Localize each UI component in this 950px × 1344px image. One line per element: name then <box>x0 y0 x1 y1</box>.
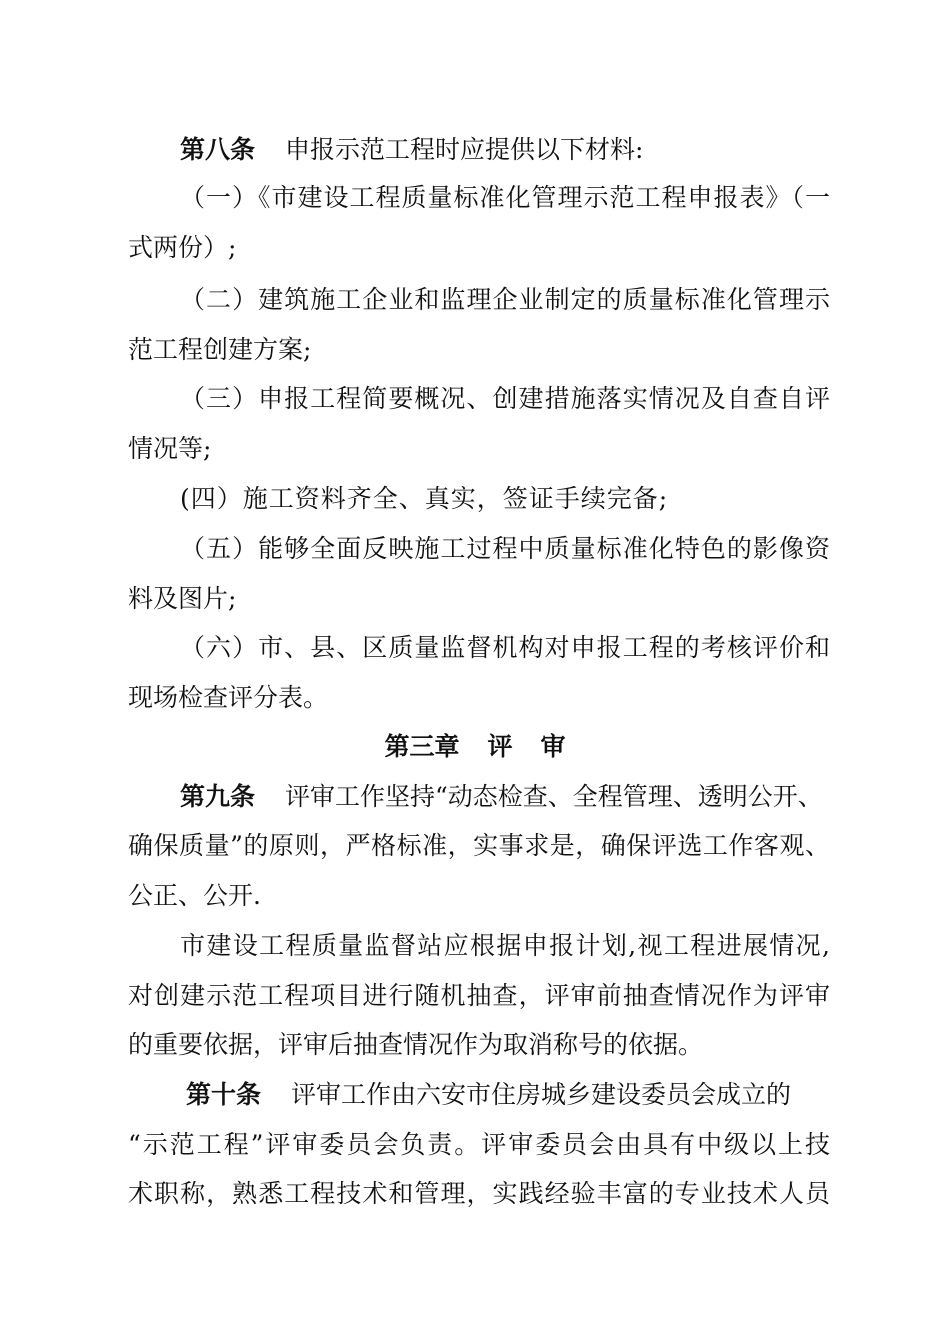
item-5-line-2: 料及图片; <box>128 584 237 613</box>
item-2-line-1: （二）建筑施工企业和监理企业制定的质量标准化管理示 <box>180 285 830 314</box>
article-10-line-1 <box>186 1079 830 1111</box>
article-9-line-1 <box>180 781 830 813</box>
chapter-3-word-2: 审 <box>540 732 566 761</box>
item-6-line-1: （六）市、县、区质量监督机构对申报工程的考核评价和 <box>180 633 830 662</box>
item-1-line-1: （一）《市建设工程质量标准化管理示范工程申报表》（一 <box>180 183 830 212</box>
chapter-3-word-1: 评 <box>487 732 513 761</box>
item-4-line-1: (四）施工资料齐全、真实，签证手续完备; <box>180 484 669 513</box>
article-8-label: 第八条 <box>180 135 256 164</box>
article-9-line-2: 确保质量”的原则，严格标准，实事求是，确保评选工作客观、 <box>128 831 830 860</box>
item-2-line-2: 范工程创建方案; <box>128 335 312 364</box>
article-10-line-3: 术职称，熟悉工程技术和管理，实践经验丰富的专业技术人员 <box>128 1179 830 1208</box>
article-9-text-1: 评审工作坚持“动态检查、全程管理、透明公开、 <box>285 782 823 811</box>
item-5-line-1: （五）能够全面反映施工过程中质量标准化特色的影像资 <box>180 534 830 563</box>
chapter-3-title <box>0 731 950 763</box>
check-para-line-1: 市建设工程质量监督站应根据申报计划,视工程进展情况, <box>180 931 830 960</box>
article-10-text-1: 评审工作由六安市住房城乡建设委员会成立的 <box>291 1080 792 1109</box>
article-9-label: 第九条 <box>180 782 256 811</box>
item-3-line-2: 情况等; <box>128 434 212 463</box>
item-6-line-2: 现场检查评分表。 <box>128 683 329 712</box>
chapter-3-number: 第三章 <box>384 732 460 761</box>
check-para-line-2: 对创建示范工程项目进行随机抽查，评审前抽查情况作为评审 <box>128 981 830 1010</box>
article-10-label: 第十条 <box>186 1080 262 1109</box>
article-8-intro: 申报示范工程时应提供以下材料: <box>285 135 644 164</box>
check-para-line-3: 的重要依据，评审后抽查情况作为取消称号的依据。 <box>128 1030 704 1059</box>
article-8-heading <box>180 134 643 166</box>
item-3-line-1: （三）申报工程简要概况、创建措施落实情况及自查自评 <box>180 384 830 413</box>
article-9-line-3: 公正、公开. <box>128 881 261 910</box>
item-1-line-2: 式两份）; <box>128 233 237 262</box>
article-10-line-2: “示范工程”评审委员会负责。评审委员会由具有中级以上技 <box>128 1130 830 1159</box>
